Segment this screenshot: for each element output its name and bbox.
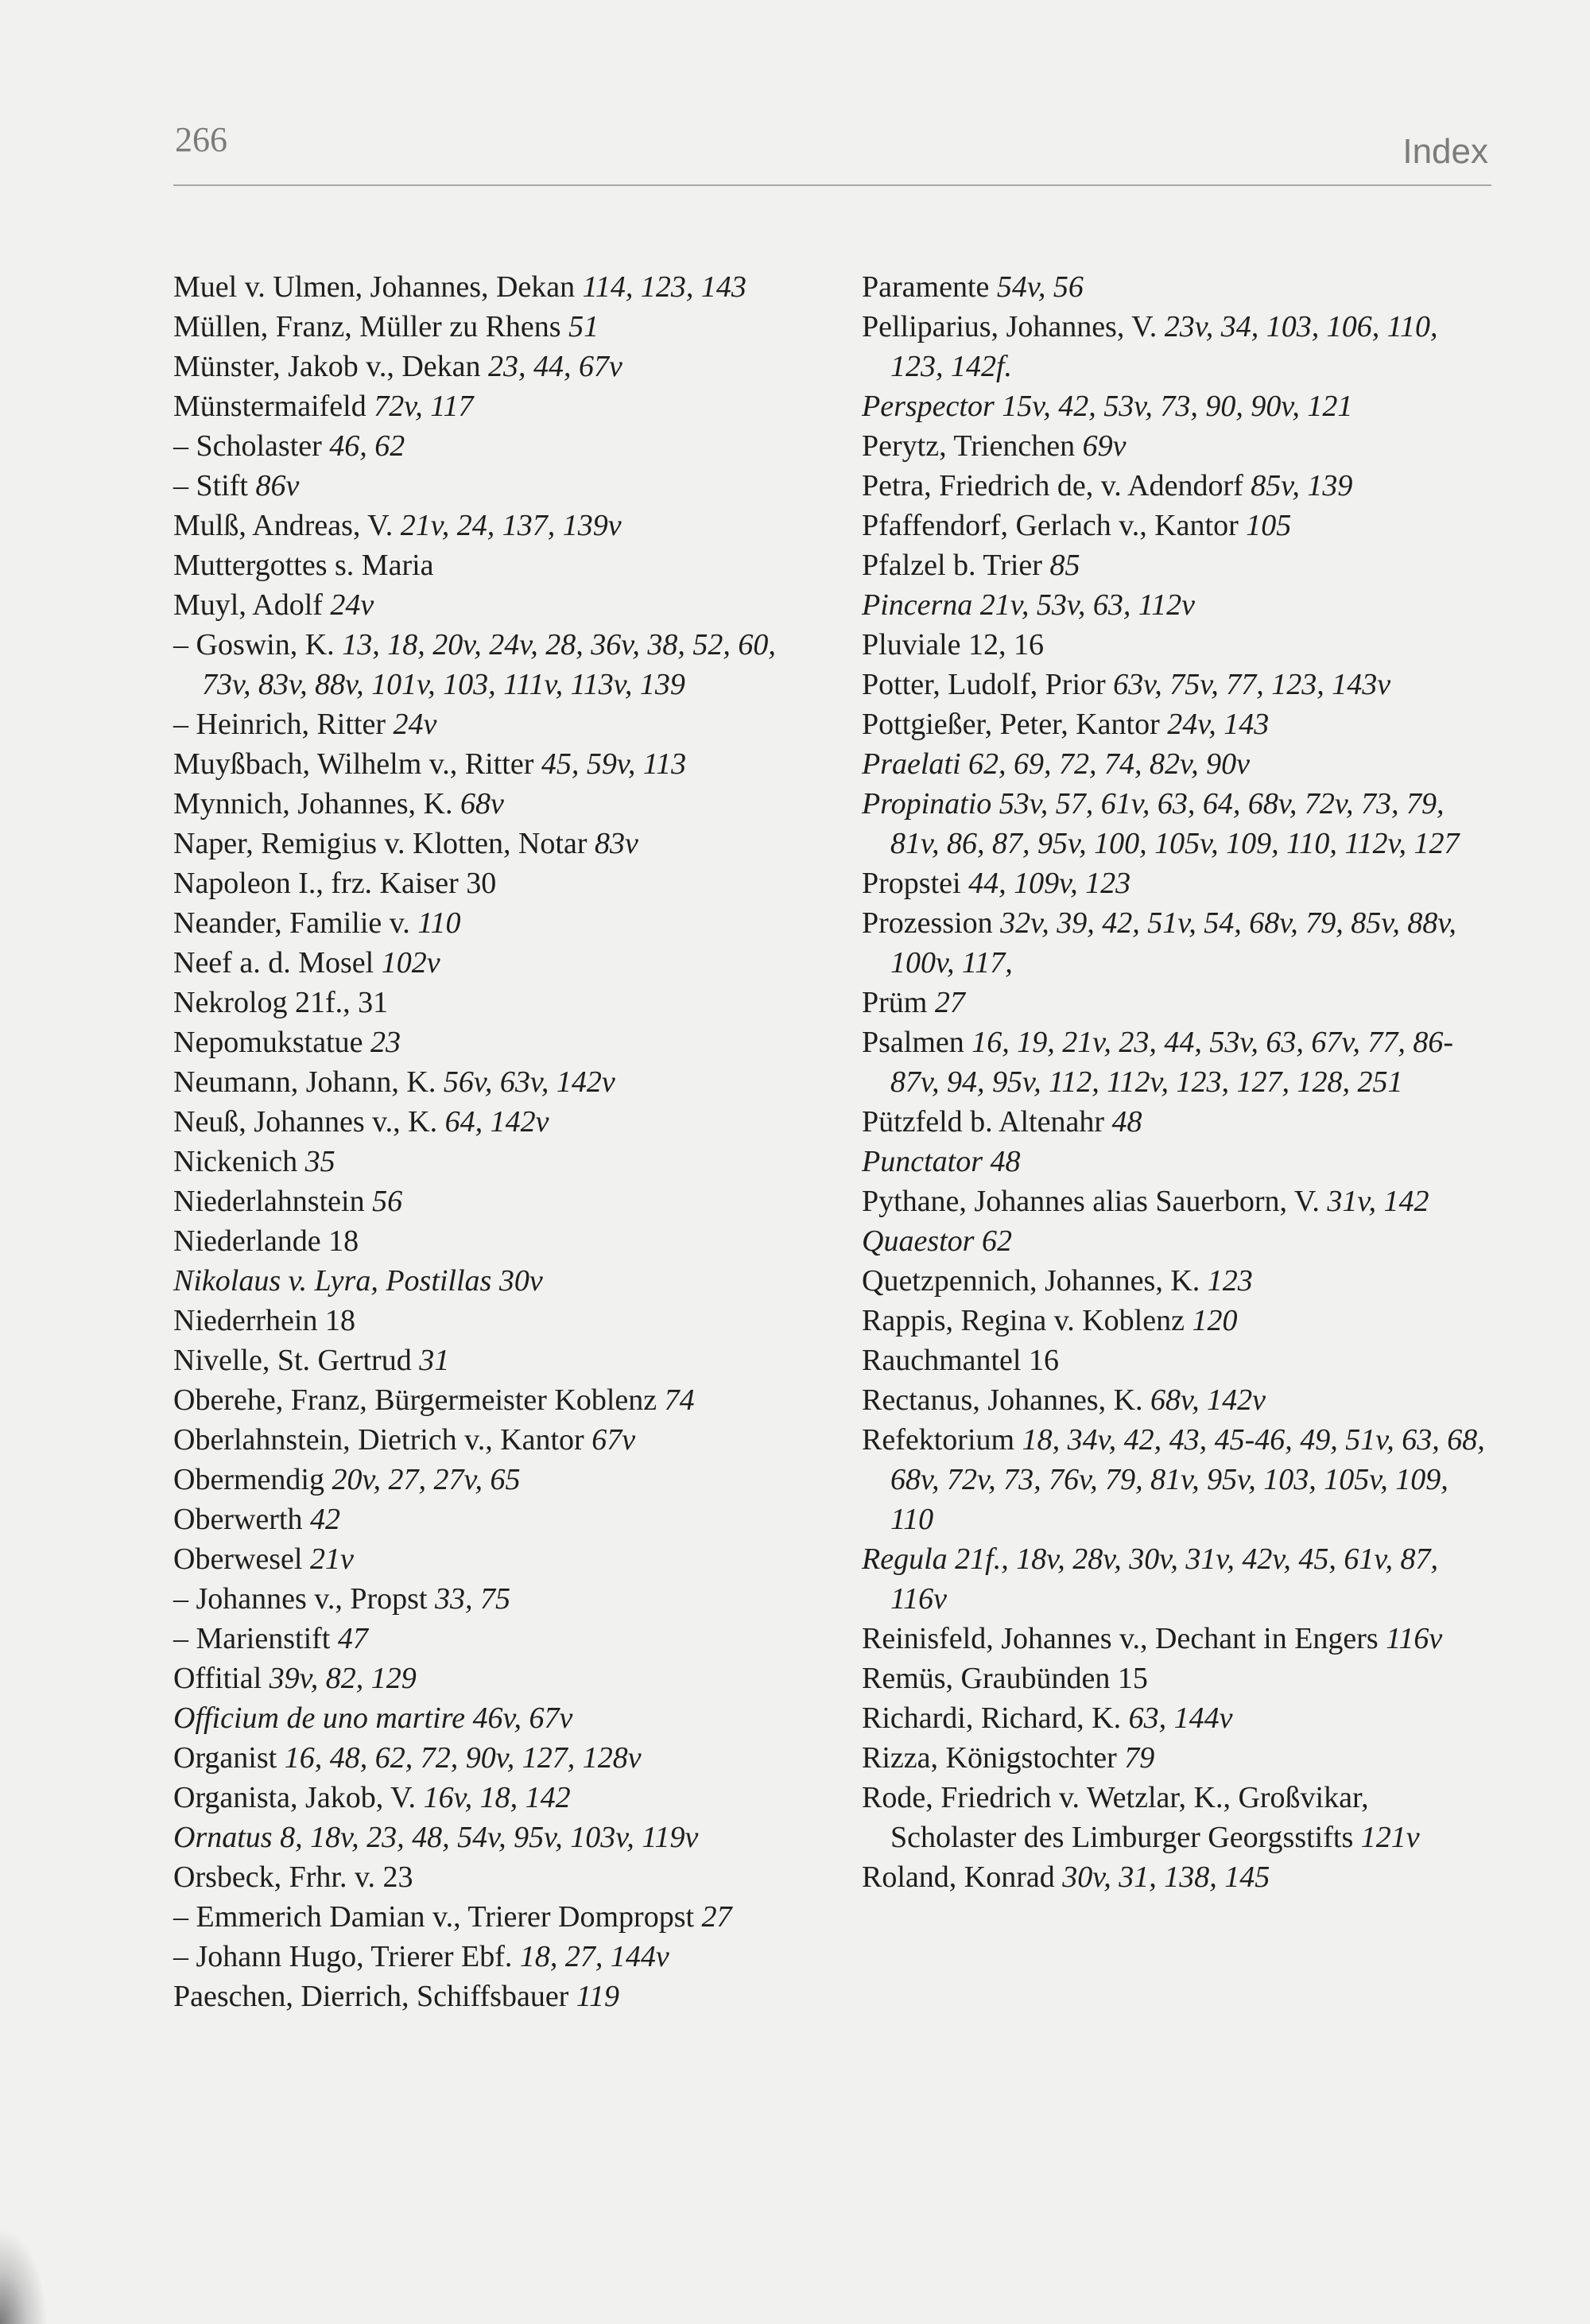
index-entry-term: Niederlande 18 xyxy=(173,1224,359,1258)
index-entry-references: 63, 144v xyxy=(1128,1701,1233,1735)
index-entry xyxy=(173,307,809,347)
index-entry-references: 21v xyxy=(309,1542,354,1576)
index-entry-term: Nickenich xyxy=(173,1145,298,1178)
index-entry-references: 8, 18v, 23, 48, 54v, 95v, 103v, 119v xyxy=(280,1821,699,1854)
index-entry xyxy=(173,1659,809,1698)
index-entry-term: Mynnich, Johannes, K. xyxy=(173,787,453,821)
index-entry xyxy=(173,386,809,426)
index-entry-term: Pfalzel b. Trier xyxy=(862,549,1042,582)
index-entry-term: – Johann Hugo, Trierer Ebf. xyxy=(173,1940,513,1973)
index-entry-references: 21v, 53v, 63, 112v xyxy=(979,588,1195,622)
page-corner-shadow xyxy=(0,2229,48,2324)
index-entry-references: 72v, 117 xyxy=(374,390,474,423)
index-entry-term: Nekrolog 21f., 31 xyxy=(173,986,389,1019)
index-entry-references: 53v, 57, 61v, 63, 64, 68v, 72v, 73, 79, 81v, 86, 87, 95v, 100, 105v, 109, 110, 112v, 127 xyxy=(890,787,1460,860)
index-entry-term: Mulß, Andreas, V. xyxy=(173,509,394,542)
index-entry-references: 63v, 75v, 77, 123, 143v xyxy=(1113,668,1391,701)
index-entry xyxy=(173,1897,809,1937)
index-entry-references: 62 xyxy=(981,1224,1012,1258)
index-entry xyxy=(862,1102,1498,1142)
index-entry-term: Nivelle, St. Gertrud xyxy=(173,1344,412,1377)
index-entry-references: 31 xyxy=(419,1344,450,1377)
index-entry xyxy=(862,466,1498,506)
index-entry xyxy=(173,1181,809,1221)
index-entry-references: 44, 109v, 123 xyxy=(968,867,1131,900)
index-entry-references: 16, 48, 62, 72, 90v, 127, 128v xyxy=(284,1741,642,1775)
index-entry-references: 16, 19, 21v, 23, 44, 53v, 63, 67v, 77, 86-87v, 94, 95v, 112, 112v, 123, 127, 128, 251 xyxy=(890,1026,1454,1099)
index-entry xyxy=(173,983,809,1022)
index-entry xyxy=(173,625,809,704)
index-entry xyxy=(862,585,1498,625)
index-entry xyxy=(862,1261,1498,1301)
index-entry-references: 27 xyxy=(701,1900,732,1934)
index-entry xyxy=(173,1778,809,1818)
index-entry-term: Oberehe, Franz, Bürgermeister Koblenz xyxy=(173,1383,657,1417)
index-entry-term: Niederlahnstein xyxy=(173,1185,365,1218)
index-entry-references: 33, 75 xyxy=(434,1582,510,1616)
index-entry-term: Muel v. Ulmen, Johannes, Dekan xyxy=(173,270,576,304)
index-entry-term: Münster, Jakob v., Dekan xyxy=(173,350,481,383)
index-entry xyxy=(862,1659,1498,1698)
index-entry-term: Praelati xyxy=(862,747,961,781)
index-entry xyxy=(862,983,1498,1022)
index-entry-references: 31v, 142 xyxy=(1327,1185,1429,1218)
index-entry-references: 110 xyxy=(417,906,461,940)
index-entry-references: 54v, 56 xyxy=(996,270,1084,304)
index-entry xyxy=(862,1380,1498,1420)
index-entry-term: Muyßbach, Wilhelm v., Ritter xyxy=(173,747,534,781)
index-entry-term: Propstei xyxy=(862,867,961,900)
index-entry-term: Punctator xyxy=(862,1145,983,1178)
index-entry xyxy=(862,784,1498,863)
index-entry xyxy=(173,1301,809,1340)
index-entry xyxy=(173,545,809,585)
index-entry-term: – Marienstift xyxy=(173,1622,331,1655)
index-entry-term: Paramente xyxy=(862,270,990,304)
index-entry-term: – Goswin, K. xyxy=(173,628,335,662)
index-entry xyxy=(173,1460,809,1500)
index-entry-term: Rappis, Regina v. Koblenz xyxy=(862,1304,1185,1337)
index-entry-references: 32v, 39, 42, 51v, 54, 68v, 79, 85v, 88v, 100v, 117, xyxy=(890,906,1456,980)
index-entry xyxy=(862,1301,1498,1340)
index-entry-references: 105 xyxy=(1246,509,1292,542)
index-entry xyxy=(173,784,809,824)
section-title: Index xyxy=(1402,132,1488,171)
index-entry xyxy=(173,1261,809,1301)
index-entry-references: 51 xyxy=(568,310,599,343)
index-entry-references: 18, 27, 144v xyxy=(519,1940,669,1973)
index-entry-references: 18, 34v, 42, 43, 45-46, 49, 51v, 63, 68, 68v, 72v, 73, 76v, 79, 81v, 95v, 103, 105v, 109, 110 xyxy=(890,1423,1485,1536)
index-entry xyxy=(862,665,1498,704)
index-entry-term: – Heinrich, Ritter xyxy=(173,708,386,741)
index-entry-term: Pützfeld b. Altenahr xyxy=(862,1105,1104,1139)
index-entry-term: Pincerna xyxy=(862,588,973,622)
page-header xyxy=(173,119,1491,186)
index-entry xyxy=(862,1181,1498,1221)
index-entry-term: Perspector xyxy=(862,390,995,423)
index-entry-term: Rectanus, Johannes, K. xyxy=(862,1383,1143,1417)
index-entry-references: 69v xyxy=(1082,429,1127,463)
index-entry-term: Prüm xyxy=(862,986,928,1019)
index-entry-term: Perytz, Trienchen xyxy=(862,429,1076,463)
index-entry-term: Richardi, Richard, K. xyxy=(862,1701,1122,1735)
index-entry xyxy=(173,1500,809,1539)
index-entry-term: Offitial xyxy=(173,1662,262,1695)
index-entry-references: 39v, 82, 129 xyxy=(269,1662,417,1695)
index-entry xyxy=(862,267,1498,307)
index-entry-term: Roland, Konrad xyxy=(862,1860,1055,1894)
index-entry xyxy=(862,1142,1498,1181)
index-entry xyxy=(173,1142,809,1181)
index-entry xyxy=(862,545,1498,585)
index-entry-term: Rizza, Königstochter xyxy=(862,1741,1117,1775)
index-entry-references: 74 xyxy=(664,1383,695,1417)
index-entry xyxy=(173,1619,809,1659)
index-entry xyxy=(862,903,1498,983)
index-entry xyxy=(173,903,809,943)
index-entry xyxy=(862,386,1498,426)
index-entry-references: 24v, 143 xyxy=(1167,708,1270,741)
index-entry-references: 21f., 18v, 28v, 30v, 31v, 42v, 45, 61v, 87, 116v xyxy=(890,1542,1438,1616)
index-entry-references: 123 xyxy=(1207,1264,1253,1298)
index-entry-term: – Scholaster xyxy=(173,429,322,463)
index-entry xyxy=(173,1539,809,1579)
index-entry xyxy=(173,466,809,506)
index-entry-references: 23, 44, 67v xyxy=(488,350,622,383)
index-entry xyxy=(173,506,809,545)
page-number: 266 xyxy=(175,120,227,159)
index-entry-references: 85 xyxy=(1049,549,1080,582)
index-entry-term: Pythane, Johannes alias Sauerborn, V. xyxy=(862,1185,1320,1218)
index-entry-references: 23 xyxy=(370,1026,401,1059)
index-entry xyxy=(173,824,809,863)
index-entry xyxy=(173,426,809,466)
index-entry-term: Refektorium xyxy=(862,1423,1015,1457)
index-entry-references: 79 xyxy=(1124,1741,1155,1775)
index-entry-references: 27 xyxy=(934,986,965,1019)
index-entry-term: Oberwerth xyxy=(173,1503,303,1536)
index-entry-term: Neander, Familie v. xyxy=(173,906,410,940)
index-entry-term: – Emmerich Damian v., Trierer Dompropst xyxy=(173,1900,695,1934)
index-entry xyxy=(862,744,1498,784)
index-entry-references: 67v xyxy=(591,1423,636,1457)
index-entry xyxy=(862,426,1498,466)
index-entry-references: 16v, 18, 142 xyxy=(423,1781,571,1814)
index-entry-term: Obermendig xyxy=(173,1463,324,1496)
index-entry-term: Reinisfeld, Johannes v., Dechant in Engers xyxy=(862,1622,1379,1655)
index-entry-term: Quaestor xyxy=(862,1224,975,1258)
index-entry xyxy=(862,1420,1498,1539)
index-entry xyxy=(862,1698,1498,1738)
index-entry-references: 21v, 24, 137, 139v xyxy=(400,509,622,542)
index-entry xyxy=(173,1818,809,1857)
index-entry xyxy=(862,863,1498,903)
index-entry-references: 102v xyxy=(381,946,440,980)
index-entry-term: – Johannes v., Propst xyxy=(173,1582,428,1616)
index-entry-references: 68v xyxy=(460,787,504,821)
index-entry-term: Oberlahnstein, Dietrich v., Kantor xyxy=(173,1423,584,1457)
index-entry-term: Neumann, Johann, K. xyxy=(173,1065,436,1099)
index-entry xyxy=(173,863,809,903)
index-entry-term: – Stift xyxy=(173,469,248,502)
index-entry-references: 116v xyxy=(1386,1622,1443,1655)
index-entry-references: 30v xyxy=(498,1264,543,1298)
index-entry-term: Psalmen xyxy=(862,1026,964,1059)
index-entry-term: Prozession xyxy=(862,906,993,940)
index-entry-references: 83v xyxy=(595,827,638,860)
index-entry-references: 48 xyxy=(1111,1105,1142,1139)
index-entry-term: Müllen, Franz, Müller zu Rhens xyxy=(173,310,561,343)
index-entry xyxy=(173,1579,809,1619)
index-entry xyxy=(173,267,809,307)
index-entry-references: 62, 69, 72, 74, 82v, 90v xyxy=(968,747,1250,781)
index-entry-term: Pfaffendorf, Gerlach v., Kantor xyxy=(862,509,1239,542)
index-entry xyxy=(862,1619,1498,1659)
index-entry-references: 46v, 67v xyxy=(472,1701,573,1735)
index-entry-term: Neuß, Johannes v., K. xyxy=(173,1105,438,1139)
index-entry-references: 56 xyxy=(372,1185,403,1218)
index-column-right xyxy=(862,267,1498,1897)
index-entry xyxy=(173,347,809,386)
index-entry-references: 64, 142v xyxy=(444,1105,549,1139)
index-entry-term: Remüs, Graubünden 15 xyxy=(862,1662,1148,1695)
index-entry-term: Pluviale 12, 16 xyxy=(862,628,1045,662)
index-entry xyxy=(862,1857,1498,1897)
index-entry-term: Nepomukstatue xyxy=(173,1026,363,1059)
index-entry-term: Regula xyxy=(862,1542,948,1576)
index-entry xyxy=(173,1340,809,1380)
index-entry xyxy=(862,1221,1498,1261)
index-entry xyxy=(173,1857,809,1897)
index-entry-term: Propinatio xyxy=(862,787,992,821)
index-entry xyxy=(173,943,809,983)
index-entry xyxy=(173,1738,809,1778)
index-entry-references: 30v, 31, 138, 145 xyxy=(1062,1860,1270,1894)
index-entry-references: 120 xyxy=(1192,1304,1238,1337)
index-entry-references: 42 xyxy=(309,1503,340,1536)
index-entry-term: Pelliparius, Johannes, V. xyxy=(862,310,1158,343)
index-entry-term: Niederrhein 18 xyxy=(173,1304,355,1337)
index-entry-references: 24v xyxy=(330,588,374,622)
index-entry-term: Neef a. d. Mosel xyxy=(173,946,374,980)
index-entry xyxy=(862,1738,1498,1778)
index-column-left xyxy=(173,267,809,2016)
index-entry-term: Ornatus xyxy=(173,1821,273,1854)
index-entry-references: 119 xyxy=(576,1980,620,2013)
index-entry-term: Oberwesel xyxy=(173,1542,303,1576)
index-entry xyxy=(862,1022,1498,1102)
index-entry-references: 86v xyxy=(255,469,300,502)
index-entry-term: Organista, Jakob, V. xyxy=(173,1781,417,1814)
index-entry-term: Muttergottes s. Maria xyxy=(173,549,434,582)
index-entry-references: 24v xyxy=(393,708,437,741)
index-entry-references: 35 xyxy=(304,1145,335,1178)
index-entry-references: 46, 62 xyxy=(329,429,405,463)
index-entry-references: 23v, 34, 103, 106, 110, 123, 142f. xyxy=(890,310,1438,383)
index-entry-term: Rode, Friedrich v. Wetzlar, K., Großvikar, Scholaster des Limburger Georgsstifts xyxy=(862,1781,1369,1854)
index-entry xyxy=(862,1340,1498,1380)
index-entry-term: Potter, Ludolf, Prior xyxy=(862,668,1106,701)
index-entry xyxy=(173,704,809,744)
index-entry-references: 47 xyxy=(337,1622,368,1655)
index-entry xyxy=(862,1539,1498,1619)
index-entry xyxy=(173,585,809,625)
index-entry-term: Paeschen, Dierrich, Schiffsbauer xyxy=(173,1980,569,2013)
index-entry-term: Rauchmantel 16 xyxy=(862,1344,1059,1377)
index-entry xyxy=(173,744,809,784)
index-entry-term: Pottgießer, Peter, Kantor xyxy=(862,708,1160,741)
index-entry-references: 85v, 139 xyxy=(1251,469,1353,502)
index-entry-term: Petra, Friedrich de, v. Adendorf xyxy=(862,469,1243,502)
index-entry xyxy=(173,1420,809,1460)
index-entry xyxy=(173,1022,809,1062)
index-entry-references: 13, 18, 20v, 24v, 28, 36v, 38, 52, 60, 73v, 83v, 88v, 101v, 103, 111v, 113v, 139 xyxy=(202,628,776,701)
index-entry xyxy=(173,1937,809,1977)
index-entry-references: 114, 123, 143 xyxy=(582,270,747,304)
index-entry-term: Officium de uno martire xyxy=(173,1701,465,1735)
index-entry-references: 45, 59v, 113 xyxy=(541,747,687,781)
index-entry-term: Muyl, Adolf xyxy=(173,588,323,622)
index-entry-term: Naper, Remigius v. Klotten, Notar xyxy=(173,827,588,860)
index-entry xyxy=(173,1380,809,1420)
index-entry-references: 15v, 42, 53v, 73, 90, 90v, 121 xyxy=(1002,390,1353,423)
index-entry-references: 20v, 27, 27v, 65 xyxy=(332,1463,521,1496)
index-entry xyxy=(862,506,1498,545)
index-entry xyxy=(173,1102,809,1142)
index-entry-references: 48 xyxy=(990,1145,1021,1178)
index-entry-term: Orsbeck, Frhr. v. 23 xyxy=(173,1860,413,1894)
index-entry xyxy=(862,1778,1498,1857)
index-entry-references: 121v xyxy=(1360,1821,1420,1854)
index-entry xyxy=(173,1221,809,1261)
index-entry-term: Münstermaifeld xyxy=(173,390,366,423)
index-entry xyxy=(173,1977,809,2016)
index-entry-term: Napoleon I., frz. Kaiser 30 xyxy=(173,867,497,900)
index-entry-references: 56v, 63v, 142v xyxy=(443,1065,615,1099)
index-entry xyxy=(862,625,1498,665)
index-entry-term: Nikolaus v. Lyra, Postillas xyxy=(173,1264,492,1298)
index-entry xyxy=(862,307,1498,386)
index-entry xyxy=(173,1062,809,1102)
index-entry-term: Quetzpennich, Johannes, K. xyxy=(862,1264,1200,1298)
index-entry-references: 68v, 142v xyxy=(1150,1383,1266,1417)
index-entry xyxy=(173,1698,809,1738)
index-entry-term: Organist xyxy=(173,1741,277,1775)
index-entry xyxy=(862,704,1498,744)
